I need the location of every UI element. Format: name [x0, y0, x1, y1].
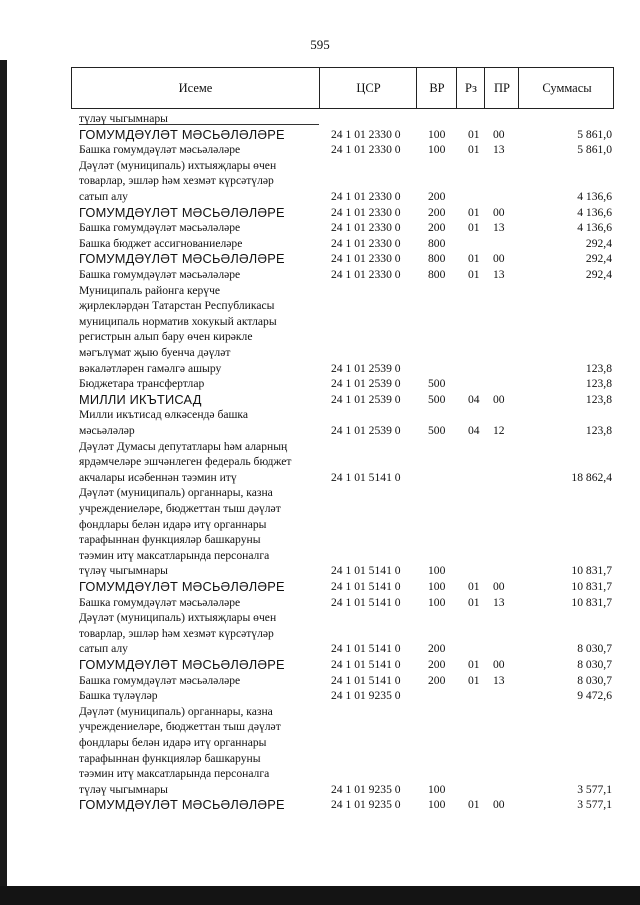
table-row: [79, 267, 614, 283]
cell-csr: 24 1 01 5141 0: [331, 642, 401, 655]
cell-name: сатып алу: [79, 190, 128, 203]
cell-name: Дәүләт (муниципаль) органнары, казна: [79, 486, 273, 499]
cell-rz: 04: [468, 424, 480, 437]
cell-vr: 100: [428, 564, 446, 577]
cell-name: тәэмин итү максатларында персоналга: [79, 549, 270, 562]
cell-pr: 13: [493, 221, 505, 234]
cell-sum: 4 136,6: [577, 206, 612, 219]
table-row: [79, 158, 614, 174]
cell-name: Милли икътисад өлкәсендә башка: [79, 408, 249, 421]
cell-sum: 292,4: [585, 268, 612, 281]
cell-sum: 3 577,1: [577, 783, 612, 796]
cell-vr: 100: [428, 798, 446, 811]
cell-name: ГОМУМДӘҮЛӘТ МӘСЬӘЛӘЛӘРЕ: [79, 657, 285, 672]
table-row: [79, 610, 614, 626]
cell-name: учреждениеләре, бюджеттан тыш дәүләт: [79, 502, 281, 515]
cell-csr: 24 1 01 5141 0: [331, 596, 401, 609]
table-row: [79, 501, 614, 517]
cell-name: акчалары исәбеннән тәэмин итү: [79, 471, 237, 484]
cell-name: җирлекләрдән Татарстан Республикасы: [79, 299, 275, 312]
table-row: [79, 345, 614, 361]
table-row: [79, 782, 614, 798]
table-row: [79, 127, 614, 143]
cell-csr: 24 1 01 9235 0: [331, 783, 401, 796]
cell-name: тарафыннан функцияләр башкаруны: [79, 752, 261, 765]
cell-sum: 123,8: [585, 393, 612, 406]
cell-vr: 200: [428, 206, 446, 219]
cell-csr: 24 1 01 9235 0: [331, 798, 401, 811]
cell-csr: 24 1 01 2330 0: [331, 190, 401, 203]
header-vr: ВР: [416, 68, 457, 108]
cell-vr: 200: [428, 642, 446, 655]
cell-sum: 10 831,7: [571, 564, 612, 577]
cell-rz: 01: [468, 268, 480, 281]
cell-sum: 8 030,7: [577, 674, 612, 687]
cell-csr: 24 1 01 5141 0: [331, 674, 401, 687]
table-row: [79, 719, 614, 735]
cell-rz: 01: [468, 221, 480, 234]
header-pr: ПР: [484, 68, 519, 108]
cell-name: Дәүләт (муниципаль) ихтыяҗлары өчен: [79, 159, 277, 172]
table-row: [79, 485, 614, 501]
cell-name: Дәүләт (муниципаль) ихтыяҗлары өчен: [79, 611, 277, 624]
cell-name: түләү чыгымнары: [79, 564, 168, 577]
cell-name: Башка түләүләр: [79, 689, 158, 702]
cell-name: МИЛЛИ ИКЪТИСАД: [79, 392, 202, 407]
table-row: [79, 251, 614, 267]
cell-sum: 292,4: [585, 252, 612, 265]
table-row: [79, 439, 614, 455]
cell-csr: 24 1 01 2330 0: [331, 237, 401, 250]
cell-vr: 200: [428, 221, 446, 234]
cell-sum: 3 577,1: [577, 798, 612, 811]
table-header: [71, 67, 614, 109]
cell-name: сатып алу: [79, 642, 128, 655]
table-row: [79, 751, 614, 767]
table-row: [79, 766, 614, 782]
table-row: [79, 329, 614, 345]
cell-name: муниципаль норматив хокукый актлары: [79, 315, 277, 328]
table-row: [79, 314, 614, 330]
cell-vr: 200: [428, 190, 446, 203]
table-row: [79, 142, 614, 158]
cell-name: Дәүләт (муниципаль) органнары, казна: [79, 705, 273, 718]
cell-pr: 00: [493, 252, 505, 265]
cell-pr: 00: [493, 798, 505, 811]
cell-name: ГОМУМДӘҮЛӘТ МӘСЬӘЛӘЛӘРЕ: [79, 579, 285, 594]
table-row: [79, 111, 614, 127]
table-row: [79, 579, 614, 595]
cell-sum: 4 136,6: [577, 190, 612, 203]
table-row: [79, 548, 614, 564]
cell-csr: 24 1 01 5141 0: [331, 471, 401, 484]
table-row: [79, 735, 614, 751]
cell-csr: 24 1 01 2539 0: [331, 393, 401, 406]
cell-name: фондлары белән идарә итү органнары: [79, 736, 267, 749]
cell-name: регистрын алып бару өчен кирәкле: [79, 330, 253, 343]
cell-vr: 800: [428, 237, 446, 250]
cell-name: товарлар, эшләр һәм хезмәт күрсәтүләр: [79, 174, 274, 187]
cell-vr: 100: [428, 783, 446, 796]
cell-name: Башка гомумдәүләт мәсьәләләре: [79, 268, 241, 281]
table-row: [79, 563, 614, 579]
cell-rz: 04: [468, 393, 480, 406]
table-row: [79, 205, 614, 221]
cell-name: тәэмин итү максатларында персоналга: [79, 767, 270, 780]
cell-vr: 800: [428, 252, 446, 265]
cell-vr: 800: [428, 268, 446, 281]
table-row: [79, 517, 614, 533]
table-row: [79, 673, 614, 689]
header-rz: Рз: [456, 68, 485, 108]
header-name: Исеме: [178, 81, 213, 95]
cell-vr: 500: [428, 377, 446, 390]
cell-name: Башка бюджет ассигнованиеләре: [79, 237, 243, 250]
table-row: [79, 704, 614, 720]
cell-name: ГОМУМДӘҮЛӘТ МӘСЬӘЛӘЛӘРЕ: [79, 127, 285, 142]
cell-name: учреждениеләре, бюджеттан тыш дәүләт: [79, 720, 281, 733]
cell-rz: 01: [468, 128, 480, 141]
cell-rz: 01: [468, 252, 480, 265]
cell-csr: 24 1 01 2539 0: [331, 362, 401, 375]
cell-sum: 5 861,0: [577, 143, 612, 156]
table-row: [79, 236, 614, 252]
table-row: [79, 298, 614, 314]
cell-name: түләү чыгымнары: [79, 112, 168, 125]
cell-name: мәсьәләләр: [79, 424, 135, 437]
cell-name: Бюджетара трансфертлар: [79, 377, 205, 390]
table-row: [79, 423, 614, 439]
cell-name: Дәүләт Думасы депутатлары һәм аларның: [79, 440, 288, 453]
table-row: [79, 657, 614, 673]
cell-sum: 10 831,7: [571, 580, 612, 593]
table-row: [79, 283, 614, 299]
cell-csr: 24 1 01 2330 0: [331, 206, 401, 219]
cell-csr: 24 1 01 5141 0: [331, 564, 401, 577]
cell-pr: 00: [493, 128, 505, 141]
cell-sum: 5 861,0: [577, 128, 612, 141]
cell-pr: 13: [493, 143, 505, 156]
cell-csr: 24 1 01 5141 0: [331, 658, 401, 671]
cell-csr: 24 1 01 2330 0: [331, 252, 401, 265]
cell-name: вәкаләтләрен гамәлгә ашыру: [79, 362, 222, 375]
cell-csr: 24 1 01 2330 0: [331, 221, 401, 234]
cell-csr: 24 1 01 2539 0: [331, 377, 401, 390]
cell-name: ГОМУМДӘҮЛӘТ МӘСЬӘЛӘЛӘРЕ: [79, 205, 285, 220]
cell-csr: 24 1 01 2330 0: [331, 128, 401, 141]
cell-name: ГОМУМДӘҮЛӘТ МӘСЬӘЛӘЛӘРЕ: [79, 797, 285, 812]
scan-left-edge: [0, 60, 7, 905]
cell-sum: 9 472,6: [577, 689, 612, 702]
cell-csr: 24 1 01 2330 0: [331, 143, 401, 156]
scan-bottom-edge: [0, 886, 640, 905]
header-csr: ЦСР: [319, 68, 417, 108]
cell-pr: 13: [493, 674, 505, 687]
cell-name: товарлар, эшләр һәм хезмәт күрсәтүләр: [79, 627, 274, 640]
cell-pr: 00: [493, 393, 505, 406]
cell-rz: 01: [468, 596, 480, 609]
cell-rz: 01: [468, 798, 480, 811]
cell-name: тарафыннан функцияләр башкаруны: [79, 533, 261, 546]
cell-pr: 00: [493, 206, 505, 219]
cell-name: Башка гомумдәүләт мәсьәләләре: [79, 596, 241, 609]
cell-vr: 200: [428, 658, 446, 671]
cell-pr: 13: [493, 268, 505, 281]
cell-pr: 13: [493, 596, 505, 609]
table-row: [79, 595, 614, 611]
page-number: 595: [310, 37, 330, 52]
cell-vr: 500: [428, 424, 446, 437]
cell-rz: 01: [468, 674, 480, 687]
cell-csr: 24 1 01 9235 0: [331, 689, 401, 702]
cell-rz: 01: [468, 658, 480, 671]
cell-sum: 4 136,6: [577, 221, 612, 234]
table-row: [79, 407, 614, 423]
cell-rz: 01: [468, 206, 480, 219]
cell-name: мәгълүмат җыю буенча дәүләт: [79, 346, 231, 359]
cell-vr: 100: [428, 128, 446, 141]
cell-csr: 24 1 01 5141 0: [331, 580, 401, 593]
table-row: [79, 688, 614, 704]
cell-rz: 01: [468, 143, 480, 156]
cell-sum: 123,8: [585, 424, 612, 437]
cell-sum: 8 030,7: [577, 642, 612, 655]
table-row: [79, 189, 614, 205]
table-row: [79, 641, 614, 657]
cell-pr: 00: [493, 658, 505, 671]
header-sum: Суммасы: [518, 68, 615, 108]
cell-csr: 24 1 01 2539 0: [331, 424, 401, 437]
cell-vr: 100: [428, 596, 446, 609]
cell-sum: 123,8: [585, 362, 612, 375]
cell-csr: 24 1 01 2330 0: [331, 268, 401, 281]
table-row: [79, 173, 614, 189]
cell-name: ГОМУМДӘҮЛӘТ МӘСЬӘЛӘЛӘРЕ: [79, 251, 285, 266]
cell-vr: 100: [428, 143, 446, 156]
cell-vr: 500: [428, 393, 446, 406]
table-row: [79, 392, 614, 408]
table-row: [79, 361, 614, 377]
cell-name: фондлары белән идарә итү органнары: [79, 518, 267, 531]
cell-sum: 292,4: [585, 237, 612, 250]
cell-sum: 10 831,7: [571, 596, 612, 609]
cell-name: Башка гомумдәүләт мәсьәләләре: [79, 674, 241, 687]
table-row: [79, 532, 614, 548]
table-row: [79, 797, 614, 813]
table-row: [79, 220, 614, 236]
table-row: [79, 376, 614, 392]
cell-pr: 12: [493, 424, 505, 437]
cell-name: Башка гомумдәүләт мәсьәләләре: [79, 143, 241, 156]
cell-name: түләү чыгымнары: [79, 783, 168, 796]
cell-sum: 123,8: [585, 377, 612, 390]
cell-name: Муниципаль районга керүче: [79, 284, 221, 297]
cell-pr: 00: [493, 580, 505, 593]
table-row: [79, 454, 614, 470]
table-row: [79, 470, 614, 486]
cell-sum: 8 030,7: [577, 658, 612, 671]
cell-name: ярдәмчеләре эшчәнлеген федераль бюджет: [79, 455, 292, 468]
cell-sum: 18 862,4: [571, 471, 612, 484]
cell-name: Башка гомумдәүләт мәсьәләләре: [79, 221, 241, 234]
cell-vr: 100: [428, 580, 446, 593]
cell-vr: 200: [428, 674, 446, 687]
table-row: [79, 626, 614, 642]
cell-rz: 01: [468, 580, 480, 593]
